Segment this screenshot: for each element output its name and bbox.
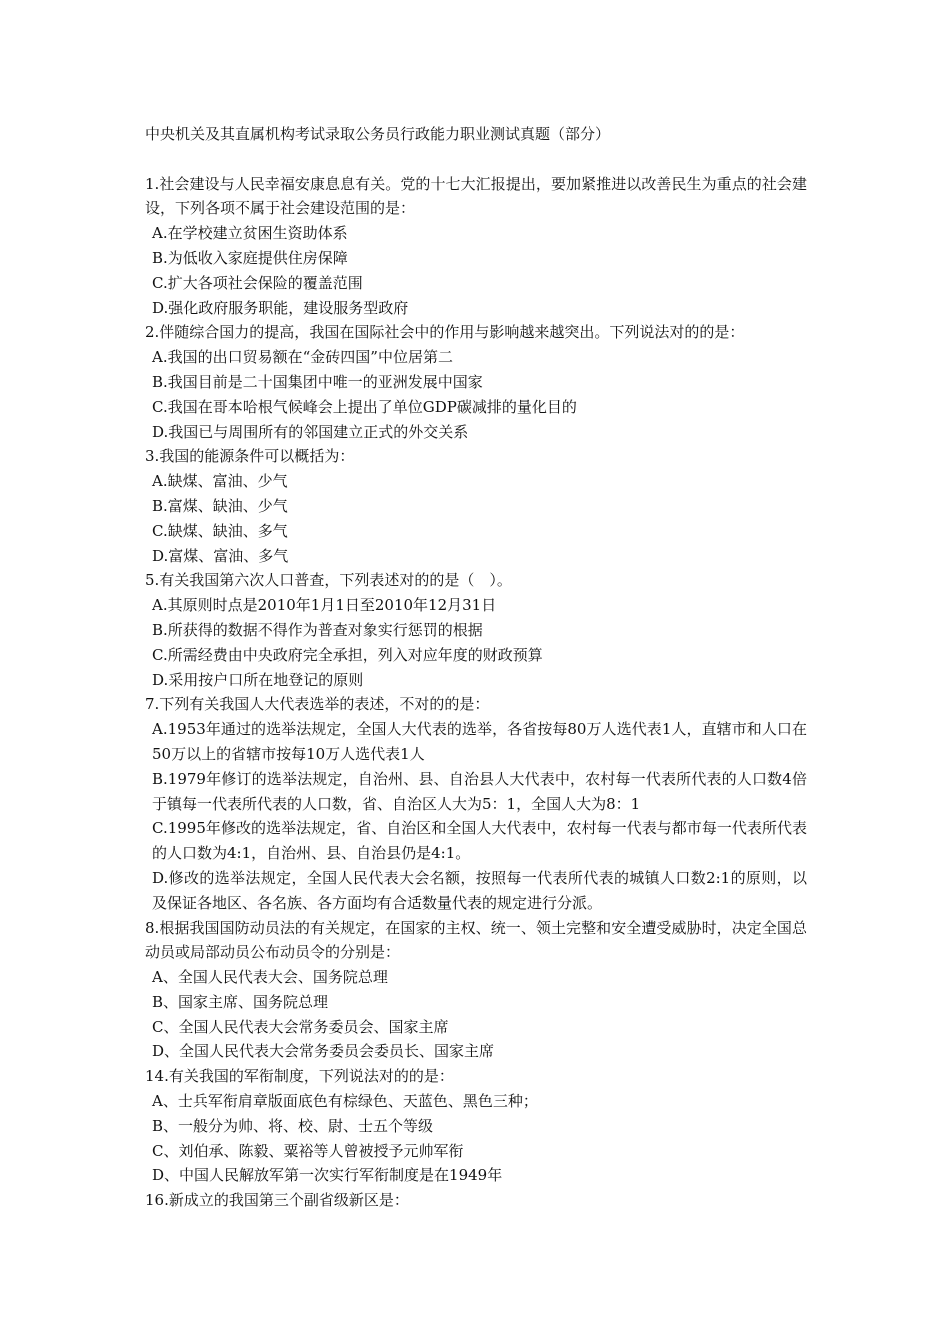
answer-option: D、全国人民代表大会常务委员会委员长、国家主席 — [152, 1042, 495, 1061]
answer-option: D.富煤、富油、多气 — [152, 546, 289, 565]
answer-option: C.我国在哥本哈根气候峰会上提出了单位GDP碳减排的量化目的 — [152, 397, 577, 416]
answer-option: D.修改的选举法规定，全国人民代表大会名额，按照每一代表所代表的城镇人口数2:1的原则，以及保证各地区、各名族、各方面均有合适数量代表的规定进行分派。 — [152, 868, 807, 912]
question-text: 3.我国的能源条件可以概括为： — [145, 447, 355, 466]
answer-option: A.在学校建立贫困生资助体系 — [152, 224, 348, 243]
answer-option: A、全国人民代表大会、国务院总理 — [152, 968, 388, 987]
question-item — [145, 692, 807, 915]
answer-option: B.富煤、缺油、少气 — [152, 496, 288, 515]
answer-option: A、士兵军衔肩章版面底色有棕绿色、天蓝色、黑色三种； — [152, 1092, 538, 1111]
answer-option: A.其原则时点是2010年1月1日至2010年12月31日 — [152, 596, 497, 615]
answer-option: B.所获得的数据不得作为普查对象实行惩罚的根据 — [152, 620, 483, 639]
question-text: 1.社会建设与人民幸福安康息息有关。党的十七大汇报提出，要加紧推进以改善民生为重点的社会建设，下列各项不属于社会建设范围的是： — [145, 174, 807, 218]
answer-option: C.1995年修改的选举法规定，省、自治区和全国人大代表中，农村每一代表与都市每一代表所代表的人口数为4:1，自治州、县、自治县仍是4:1。 — [152, 819, 807, 863]
question-text: 5.有关我国第六次人口普查，下列表述对的的是（ ）。 — [145, 571, 512, 590]
answer-option: A.1953年通过的选举法规定，全国人大代表的选举，各省按每80万人选代表1人，直辖市和人口在50万以上的省辖市按每10万人选代表1人 — [152, 720, 807, 763]
answer-option: C、全国人民代表大会常务委员会、国家主席 — [152, 1017, 449, 1036]
document-page — [145, 122, 807, 1213]
question-text: 8.根据我国国防动员法的有关规定，在国家的主权、统一、领土完整和安全遭受威胁时，决定全国总动员或局部动员公布动员令的分别是： — [145, 918, 807, 962]
answer-option: C.缺煤、缺油、多气 — [152, 521, 288, 540]
question-item — [145, 568, 807, 692]
answer-option: D.采用按户口所在地登记的原则 — [152, 670, 364, 689]
answer-option: D.强化政府服务职能，建设服务型政府 — [152, 298, 409, 317]
answer-option: A.我国的出口贸易额在“金砖四国”中位居第二 — [152, 348, 453, 367]
answer-option: C.所需经费由中央政府完全承担，列入对应年度的财政预算 — [152, 645, 543, 664]
question-list — [145, 172, 807, 1213]
answer-option: A.缺煤、富油、少气 — [152, 472, 288, 491]
question-item — [145, 320, 807, 444]
question-item — [145, 916, 807, 1065]
question-text: 7.下列有关我国人大代表选举的表述，不对的的是： — [145, 695, 490, 714]
question-item — [145, 444, 807, 568]
question-item — [145, 1064, 807, 1188]
answer-option: C、刘伯承、陈毅、粟裕等人曾被授予元帅军衔 — [152, 1141, 464, 1160]
answer-option: C.扩大各项社会保险的覆盖范围 — [152, 273, 363, 292]
answer-option: B.为低收入家庭提供住房保障 — [152, 248, 348, 267]
answer-option: B、国家主席、国务院总理 — [152, 992, 329, 1011]
question-item — [145, 1188, 807, 1213]
answer-option: D.我国已与周围所有的邻国建立正式的外交关系 — [152, 422, 469, 441]
answer-option: B.1979年修订的选举法规定，自治州、县、自治县人大代表中，农村每一代表所代表的人口数4倍于镇每一代表所代表的人口数，省、自治区人大为5：1，全国人大为8：1 — [152, 769, 807, 813]
question-item — [145, 172, 807, 321]
question-text: 2.伴随综合国力的提高，我国在国际社会中的作用与影响越来越突出。下列说法对的的是： — [145, 323, 745, 342]
question-text: 16.新成立的我国第三个副省级新区是： — [145, 1191, 409, 1210]
document-title: 中央机关及其直属机构考试录取公务员行政能力职业测试真题（部分） — [145, 125, 611, 143]
answer-option: B、一般分为帅、将、校、尉、士五个等级 — [152, 1116, 434, 1135]
answer-option: B.我国目前是二十国集团中唯一的亚洲发展中国家 — [152, 372, 483, 391]
answer-option: D、中国人民解放军第一次实行军衔制度是在1949年 — [152, 1166, 503, 1185]
question-text: 14.有关我国的军衔制度，下列说法对的的是： — [145, 1067, 454, 1086]
